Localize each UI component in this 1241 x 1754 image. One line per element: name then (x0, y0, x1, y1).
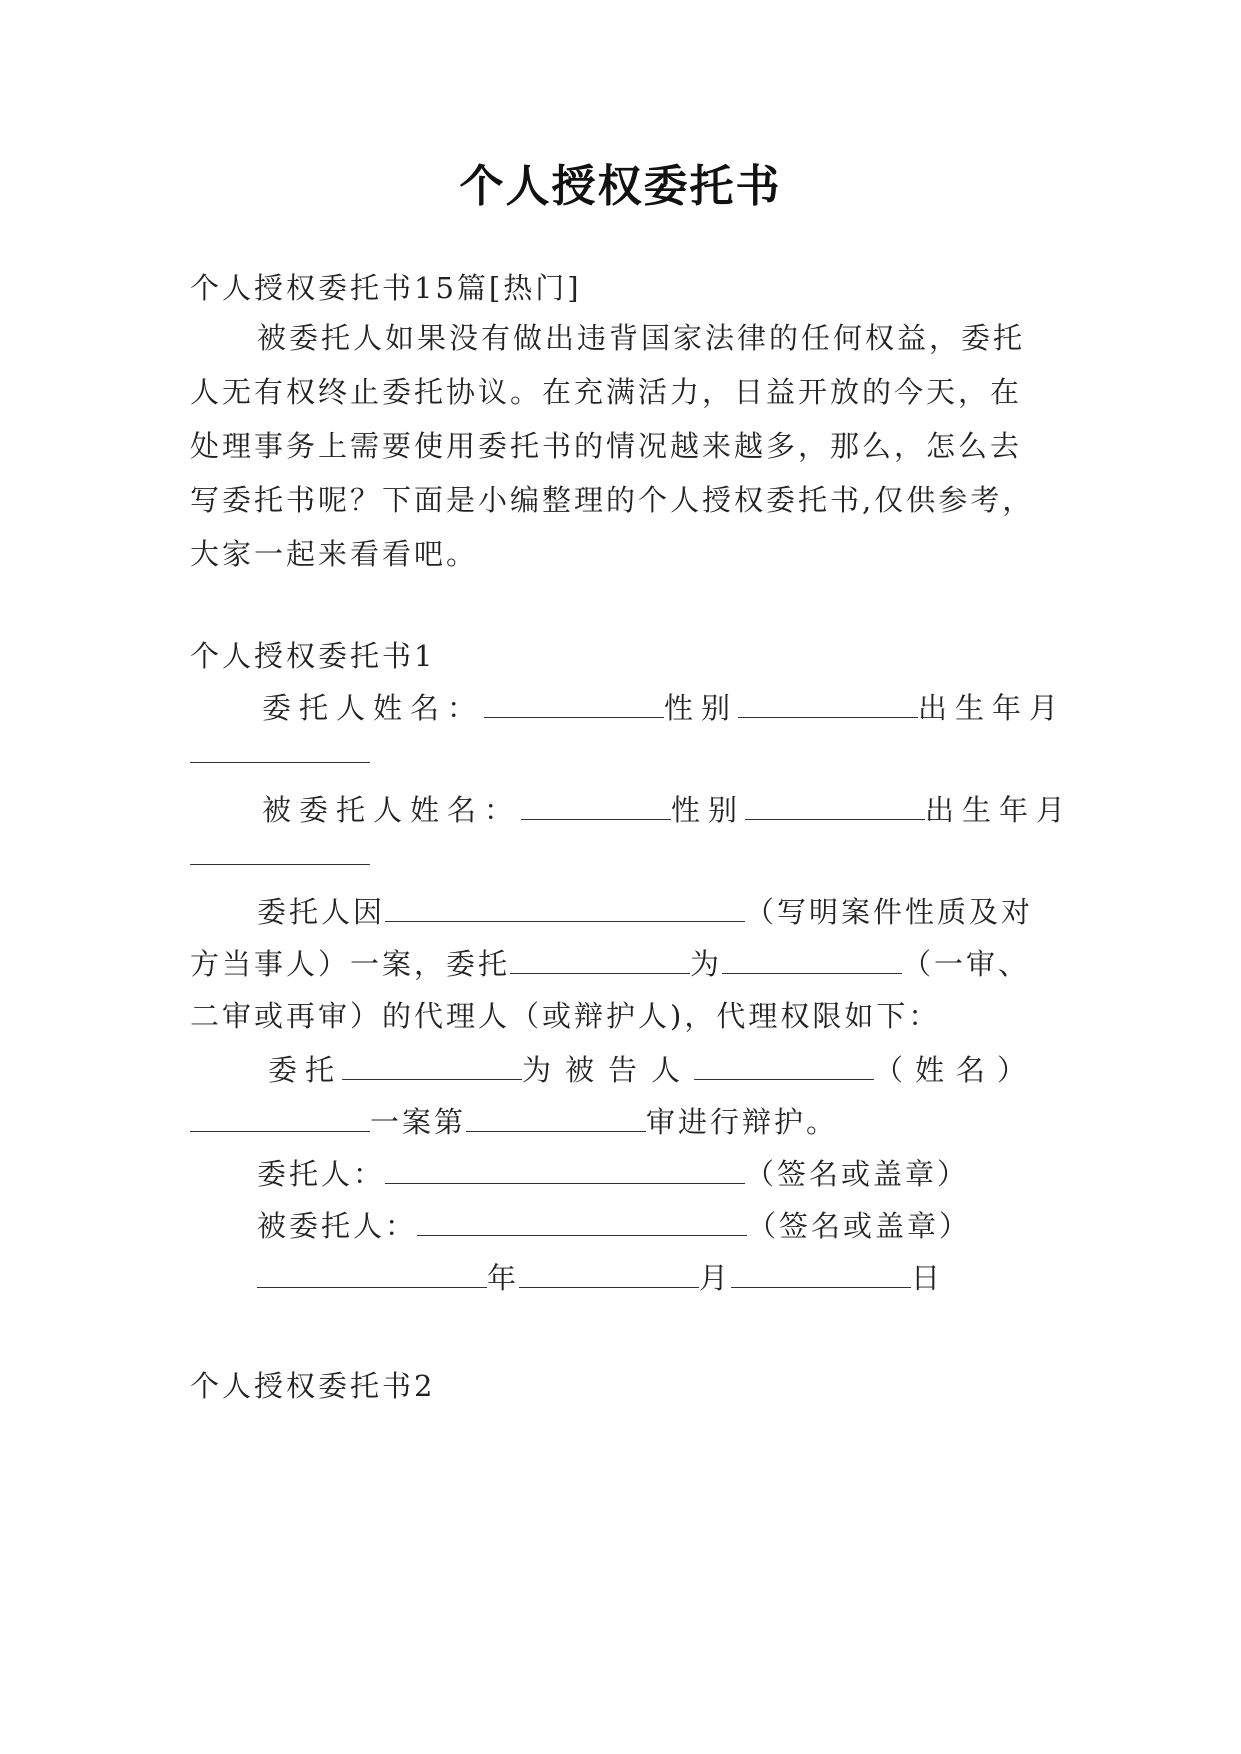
agent-signature-line (257, 1206, 971, 1246)
cause-line (190, 944, 1030, 984)
cause-blank (385, 895, 745, 922)
client-name-blank (484, 691, 664, 718)
intro-line: 被委托人如果没有做出违背国家法律的任何权益，委托 (257, 321, 1026, 355)
cause-text: 为 (690, 947, 723, 981)
cause-text: 委托人因 (257, 895, 386, 929)
sign-note: （签名或盖章） (747, 1209, 972, 1243)
client-info-row (262, 688, 1066, 728)
cause-text: （一审、 (902, 947, 1031, 981)
document-title: 个人授权委托书 (459, 161, 782, 212)
client-name-label: 委托人姓名： (262, 691, 485, 725)
birth-blank (190, 864, 370, 865)
case-text: 审进行辩护。 (646, 1105, 839, 1139)
sign-note: （签名或盖章） (745, 1157, 970, 1191)
date-line (257, 1258, 943, 1298)
cause-text: 方当事人）一案，委托 (190, 947, 511, 981)
entrust-text: 为被告人 (522, 1053, 695, 1087)
cause-blank (510, 947, 690, 974)
signature-blank (385, 1157, 745, 1184)
intro-line: 写委托书呢？下面是小编整理的个人授权委托书,仅供参考， (190, 483, 1035, 517)
case-text: 一案第 (370, 1105, 467, 1139)
intro-line: 大家一起来看看吧。 (190, 537, 479, 571)
gender-blank (745, 793, 925, 820)
cause-text: （写明案件性质及对 (745, 895, 1034, 929)
signer-label: 被委托人： (257, 1209, 418, 1243)
document-subtitle: 个人授权委托书15篇[热门] (190, 271, 582, 305)
agent-name-label: 被委托人姓名： (262, 793, 522, 827)
signature-blank (417, 1209, 747, 1236)
entrust-text: （姓名） (874, 1053, 1039, 1087)
day-label: 日 (911, 1261, 944, 1295)
defendant-blank (694, 1053, 874, 1080)
gender-label: 性别 (671, 793, 746, 827)
section-heading-1: 个人授权委托书1 (190, 639, 436, 673)
intro-line: 处理事务上需要使用委托书的情况越来越多，那么，怎么去 (190, 429, 1023, 463)
gender-blank (738, 691, 918, 718)
cause-blank (722, 947, 902, 974)
cause-line (257, 892, 1033, 932)
month-label: 月 (699, 1261, 732, 1295)
case-line (190, 1102, 838, 1142)
year-label: 年 (487, 1261, 520, 1295)
case-blank (190, 1105, 370, 1132)
client-signature-line (257, 1154, 969, 1194)
year-blank (257, 1261, 487, 1288)
birth-label: 出生年月 (925, 793, 1074, 827)
trial-blank (466, 1105, 646, 1132)
intro-line: 人无有权终止委托协议。在充满活力，日益开放的今天，在 (190, 375, 1023, 409)
entrust-line (268, 1050, 1038, 1090)
birth-label: 出生年月 (918, 691, 1067, 725)
agent-name-blank (521, 793, 671, 820)
section-heading-2: 个人授权委托书2 (190, 1369, 436, 1403)
signer-label: 委托人： (257, 1157, 386, 1191)
entrust-blank (342, 1053, 522, 1080)
agent-info-row (262, 790, 1073, 830)
day-blank (731, 1261, 911, 1288)
gender-label: 性别 (664, 691, 739, 725)
cause-line: 二审或再审）的代理人（或辩护人)，代理权限如下： (190, 999, 941, 1033)
birth-blank (190, 762, 370, 763)
month-blank (519, 1261, 699, 1288)
entrust-text: 委托 (268, 1053, 343, 1087)
